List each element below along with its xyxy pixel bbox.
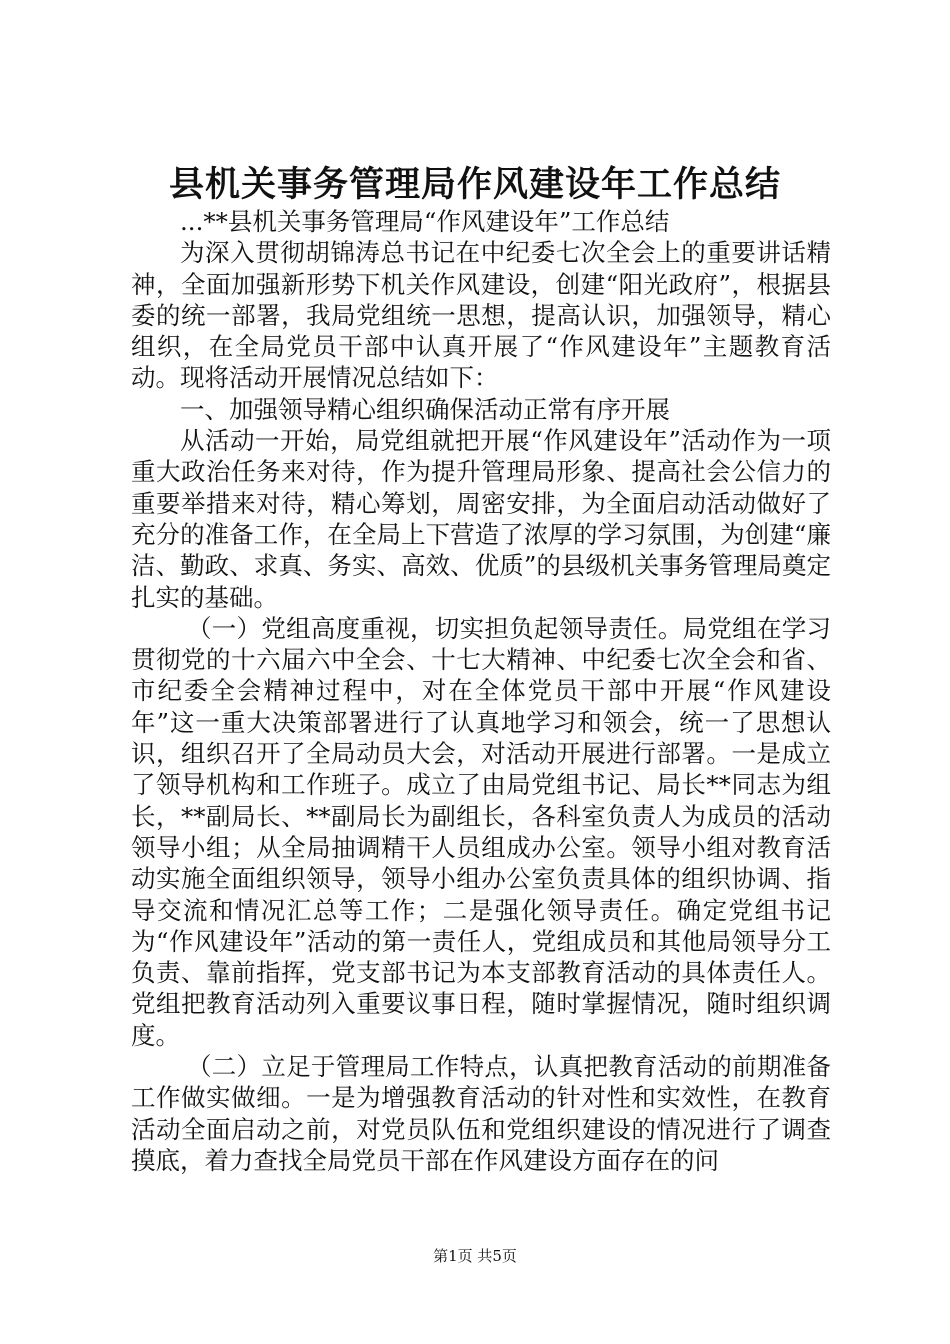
intro-paragraph: 为深入贯彻胡锦涛总书记在中纪委七次全会上的重要讲话精神，全面加强新形势下机关作风建设，创建“阳光政府”，根据县委的统一部署，我局党组统一思想，提高认识，加强领导，精心组织，在全局党员干部中认真开展了“作风建设年”主题教育活动。现将活动开展情况总结如下： <box>131 238 831 393</box>
page-footer: 第1页 共5页 <box>433 1247 517 1265</box>
subtitle-paragraph: ...**县机关事务管理局“作风建设年”工作总结 <box>180 207 670 236</box>
section-heading: 一、加强领导精心组织确保活动正常有序开展 <box>180 394 670 424</box>
document-body <box>131 206 831 1176</box>
document-title: 县机关事务管理局作风建设年工作总结 <box>168 164 781 205</box>
body-paragraph: （二）立足于管理局工作特点，认真把教育活动的前期准备工作做实做细。一是为增强教育活动的针对性和实效性，在教育活动全面启动之前，对党员队伍和党组织建设的情况进行了调查摸底，着力查找全局党员干部在作风建设方面存在的问 <box>131 1052 831 1175</box>
body-paragraph: 从活动一开始，局党组就把开展“作风建设年”活动作为一项重大政治任务来对待，作为提升管理局形象、提高社会公信力的重要举措来对待，精心筹划，周密安排，为全面启动活动做好了充分的准备工作，在全局上下营造了浓厚的学习氛围，为创建“廉洁、勤政、求真、务实、高效、优质”的县级机关事务管理局奠定扎实的基础。 <box>131 426 831 612</box>
body-paragraph: （一）党组高度重视，切实担负起领导责任。局党组在学习贯彻党的十六届六中全会、十七大精神、中纪委七次全会和省、市纪委全会精神过程中，对在全体党员干部中开展“作风建设年”这一重大决策部署进行了认真地学习和领会，统一了思想认识，组织召开了全局动员大会，对活动开展进行部署。一是成立了领导机构和工作班子。成立了由局党组书记、局长**同志为组长，**副局长、**副局长为副组长，各科室负责人为成员的活动领导小组；从全局抽调精干人员组成办公室。领导小组对教育活动实施全面组织领导，领导小组办公室负责具体的组织协调、指导交流和情况汇总等工作；二是强化领导责任。确定党组书记为“作风建设年”活动的第一责任人，党组成员和其他局领导分工负责、靠前指挥，党支部书记为本支部教育活动的具体责任人。党组把教育活动列入重要议事日程，随时掌握情况，随时组织调度。 <box>131 613 831 1050</box>
